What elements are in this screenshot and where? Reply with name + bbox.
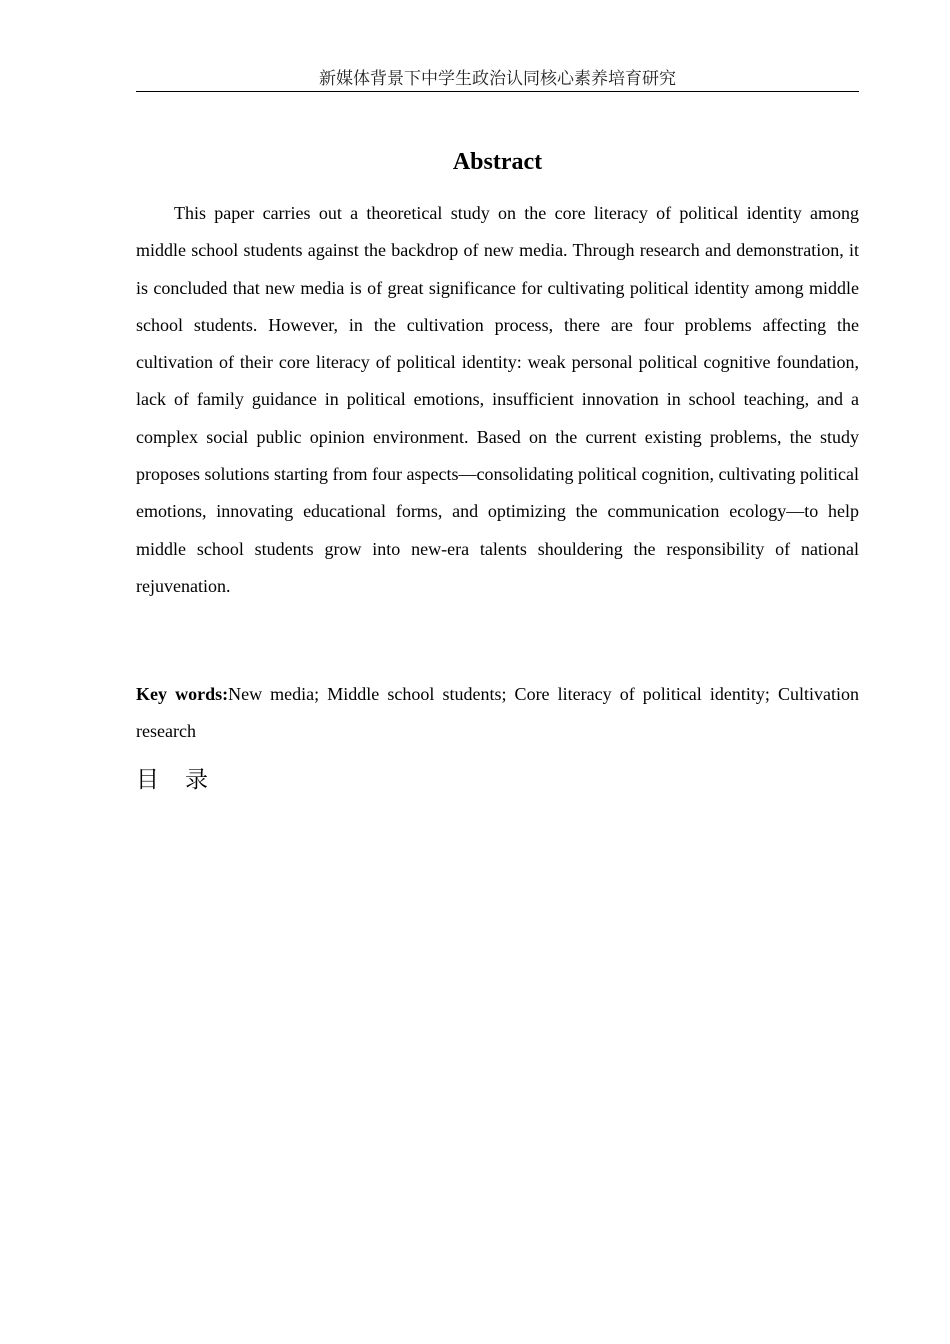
keywords-paragraph [136,676,859,750]
toc-heading: 目录 [136,767,234,793]
running-header: 新媒体背景下中学生政治认同核心素养培育研究 [136,67,859,92]
keywords-text: New media; Middle school students; Core literacy of political identity; Cultivation research [136,684,859,741]
abstract-title: Abstract [452,149,543,175]
keywords-label: Key words: [136,684,229,704]
abstract-body: This paper carries out a theoretical study on the core literacy of political identity among middle school students against the backdrop of new media. Through research and demonstration, it is concluded that new media is of great significance for cultivating political identity among middle school students. However, in the cultivation process, there are four problems affecting the cultivation of their core literacy of political identity: weak personal political cognitive foundation, lack of family guidance in political emotions, insufficient innovation in school teaching, and a complex social public opinion environment. Based on the current existing problems, the study proposes solutions starting from four aspects—consolidating political cognition, cultivating political emotions, innovating educational forms, and optimizing the communication ecology—to help middle school students grow into new-era talents shouldering the responsibility of national rejuvenation. [136,203,859,596]
